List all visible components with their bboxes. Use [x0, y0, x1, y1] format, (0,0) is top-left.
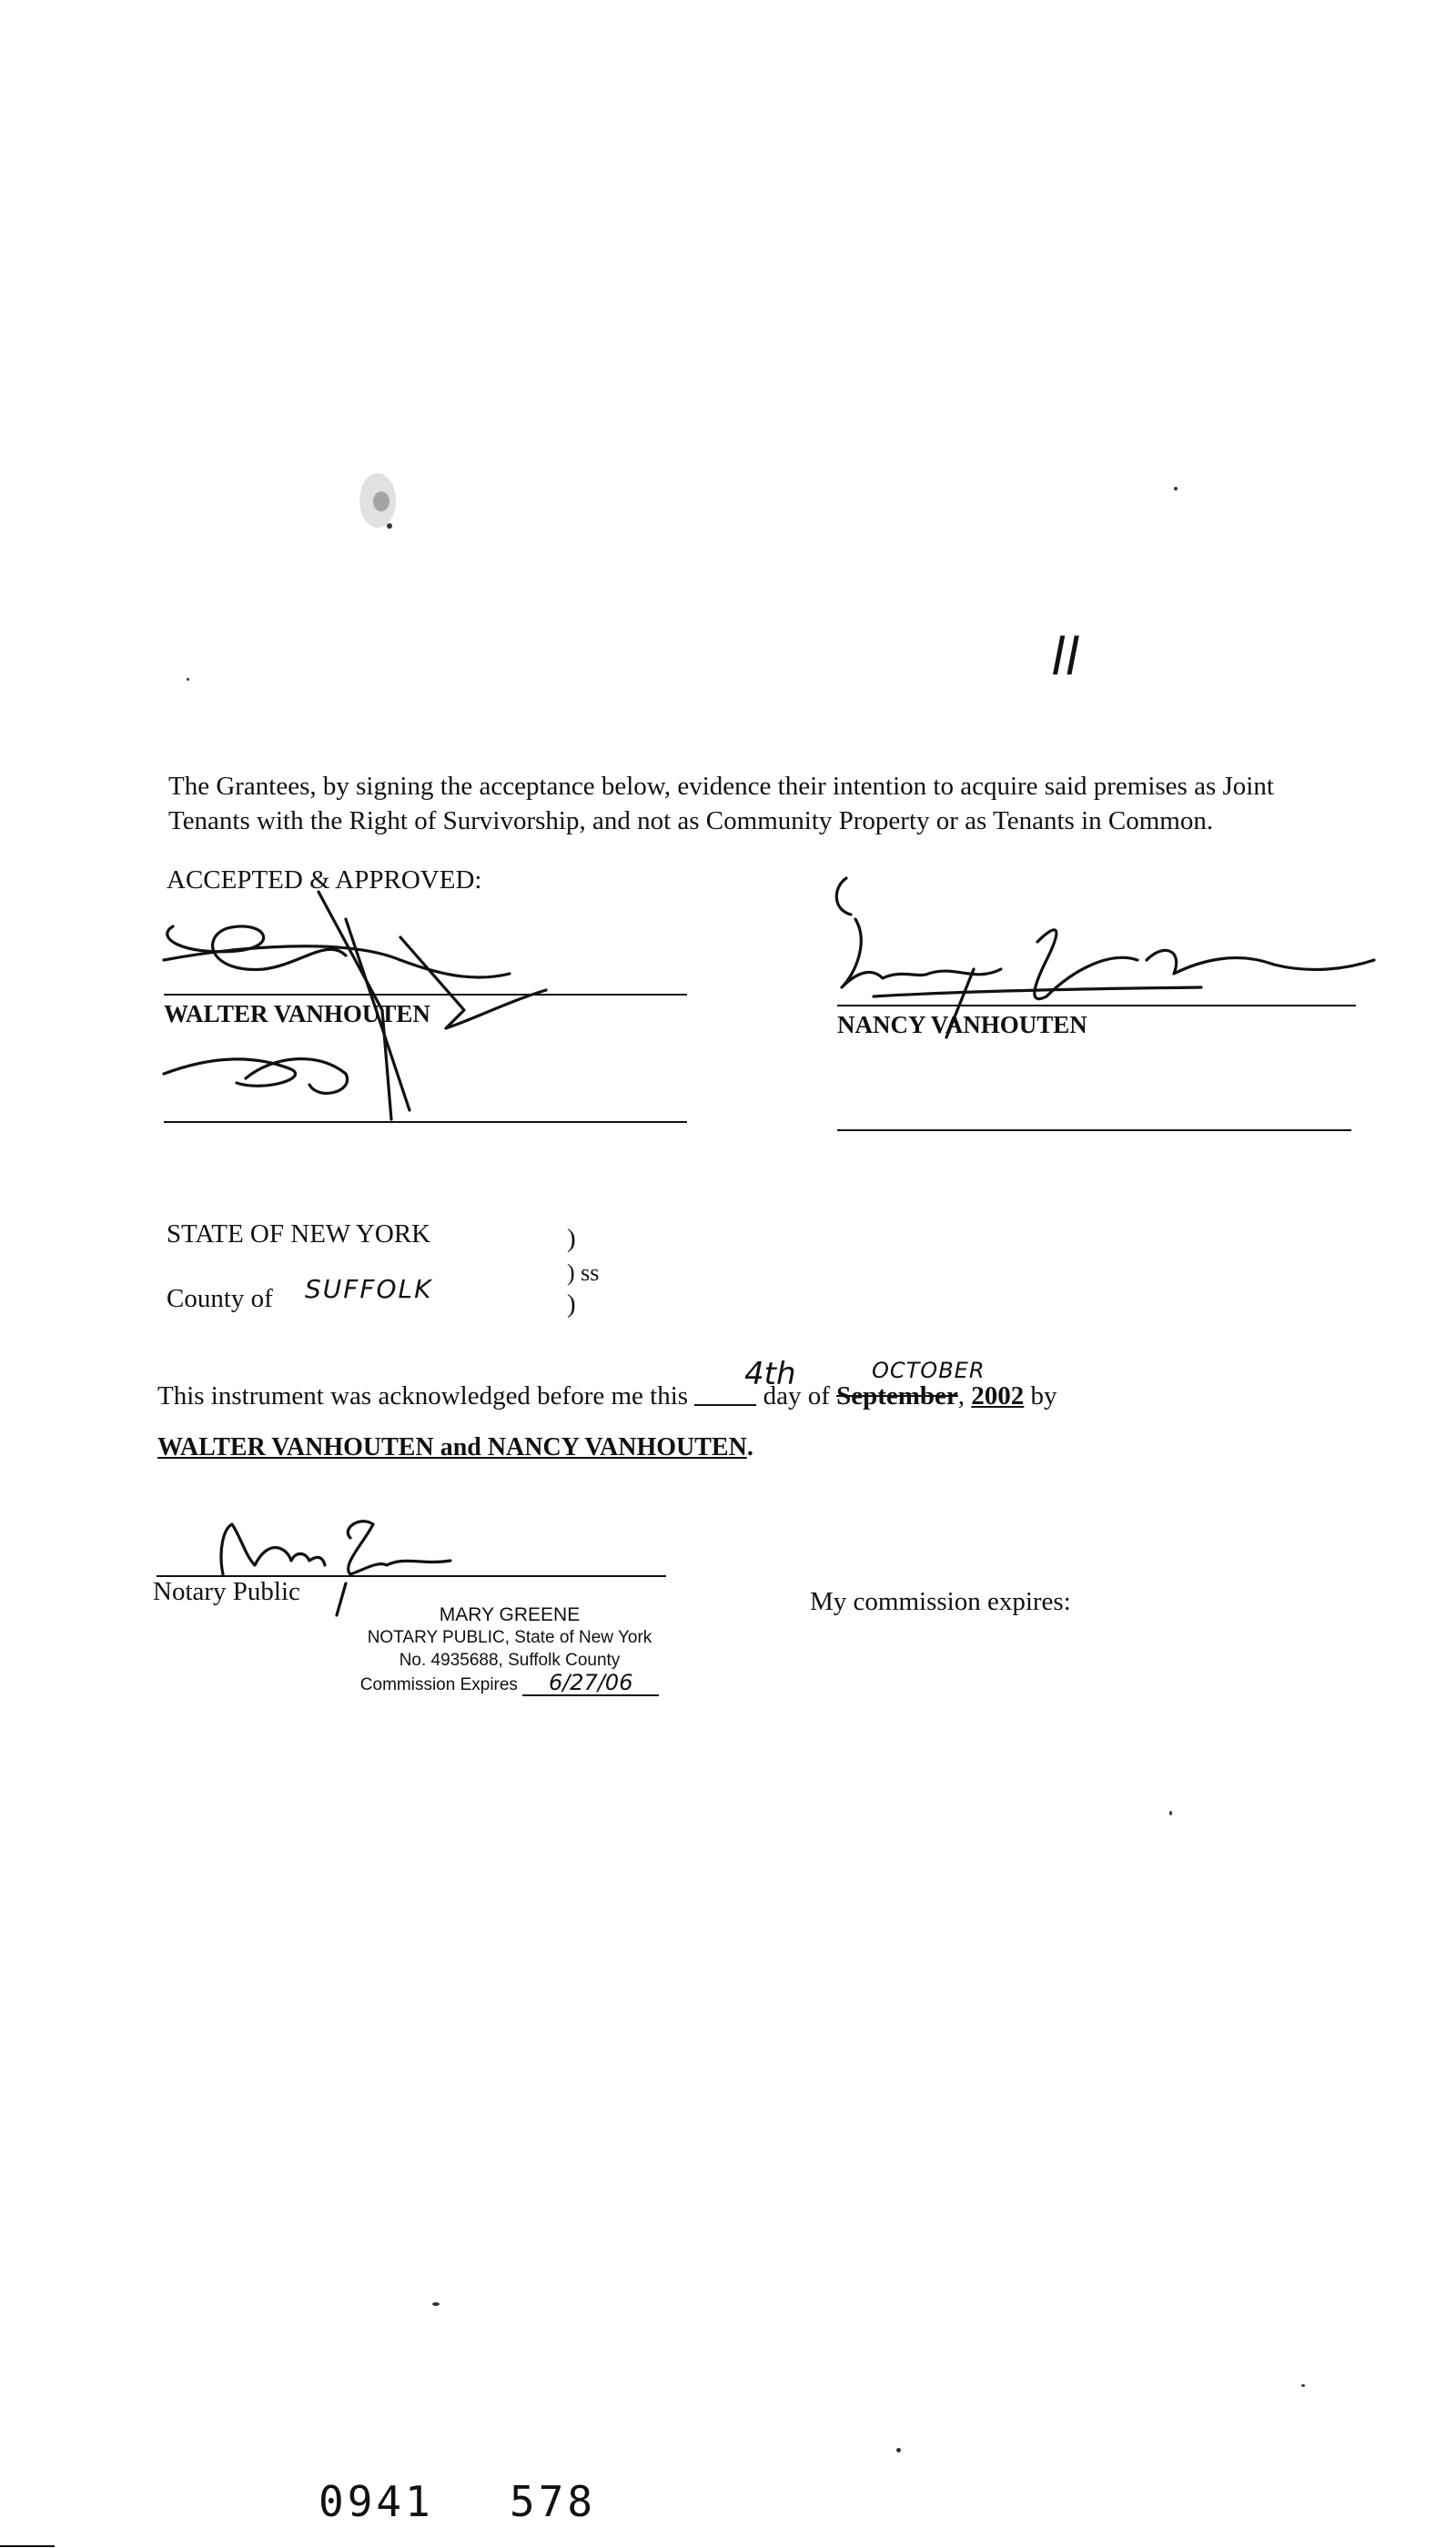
recording-book-number: 0941 — [318, 2477, 434, 2526]
walter-signature-line — [164, 994, 687, 996]
ack-month-handwritten: OCTOBER — [872, 1358, 986, 1383]
intro-paragraph — [168, 769, 1388, 838]
ack-day-handwritten: 4th — [744, 1356, 796, 1392]
stamp-expiry-handwritten: 6/27/06 — [522, 1672, 659, 1696]
bottom-edge-mark — [0, 2545, 55, 2547]
ack-names: WALTER VANHOUTEN and NANCY VANHOUTEN — [157, 1433, 747, 1461]
walter-second-line — [164, 1121, 687, 1123]
ack-names-line — [157, 1431, 753, 1465]
ack-period: . — [746, 1433, 753, 1461]
stamp-notary-name: MARY GREENE — [439, 1604, 581, 1625]
venue-bracket-top: ) — [567, 1224, 576, 1253]
nancy-second-line — [837, 1129, 1351, 1131]
venue-county-handwritten: SUFFOLK — [305, 1274, 433, 1304]
intro-line-2: Tenants with the Right of Survivorship, and not as Community Property or as Tenants in Common. — [168, 806, 1214, 835]
stamp-commission-line — [337, 1672, 682, 1696]
acceptance-heading: ACCEPTED & APPROVED: — [167, 865, 482, 895]
notary-stamp — [337, 1603, 682, 1696]
recording-page-number: 578 — [510, 2477, 597, 2526]
venue-bracket-ss: ) ss — [567, 1259, 600, 1286]
ack-year: 2002 — [971, 1381, 1025, 1410]
commission-expires-label: My commission expires: — [810, 1587, 1071, 1616]
venue-county-label: County of — [167, 1284, 273, 1313]
notary-public-label: Notary Public — [153, 1577, 300, 1606]
grantee-walter-name: WALTER VANHOUTEN — [164, 1000, 430, 1027]
venue-state: STATE OF NEW YORK — [167, 1219, 431, 1249]
ack-prefix: This instrument was acknowledged before me this — [157, 1381, 689, 1410]
venue-bracket-bottom: ) — [567, 1289, 576, 1319]
ack-day-of: day of — [763, 1381, 830, 1410]
stamp-notary-number: No. 4935688, Suffolk County — [399, 1651, 621, 1670]
acknowledgment-line: This instrument was acknowledged before me this day of September, 2002 by — [157, 1381, 1057, 1410]
ack-month-struck: September — [836, 1381, 958, 1410]
stamp-commission-label: Commission Expires — [359, 1675, 518, 1694]
corner-initial-mark: ll — [1051, 628, 1080, 687]
intro-line-1: The Grantees, by signing the acceptance below, evidence their intention to acquire said premises as Joint — [168, 772, 1274, 801]
ack-by: by — [1030, 1381, 1057, 1410]
nancy-signature-line — [837, 1005, 1356, 1006]
stamp-notary-title: NOTARY PUBLIC, State of New York — [367, 1628, 652, 1647]
grantee-nancy-name: NANCY VANHOUTEN — [837, 1011, 1087, 1038]
